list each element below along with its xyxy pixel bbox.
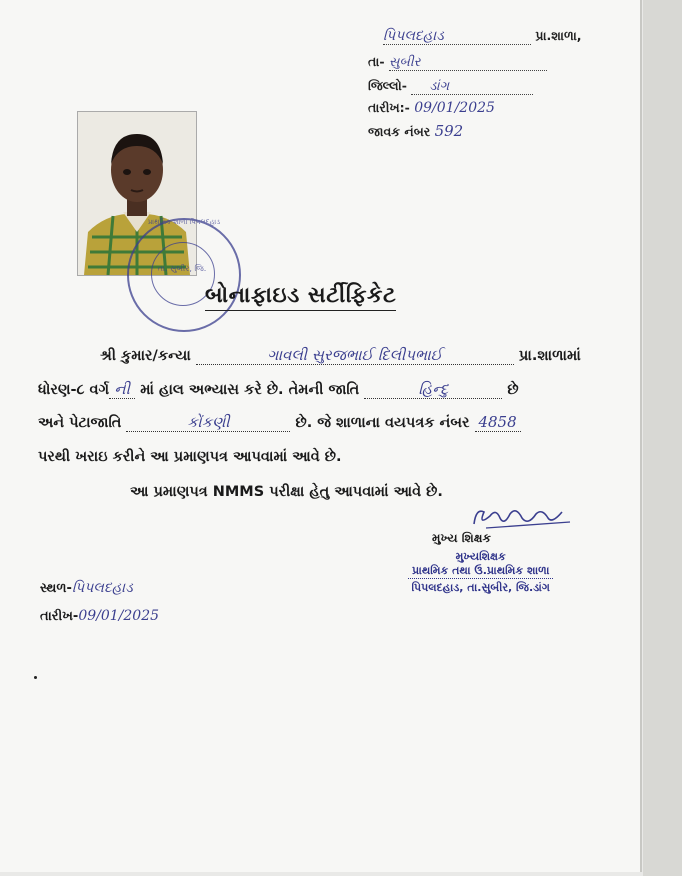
school-label: પ્રા.શાળા, bbox=[535, 28, 582, 43]
body-line-4: પરથી ખરાઇ કરીને આ પ્રમાણપત્ર આપવામાં આવે છે. bbox=[38, 449, 342, 465]
body-line-5: આ પ્રમાણપત્ર NMMS પરીક્ષા હેતુ આપવામાં આવે છે. bbox=[130, 484, 443, 500]
certificate-title: બોનાફાઇડ સર્ટીફિકેટ bbox=[205, 283, 396, 311]
stamp-line-1: મુખ્યશિક્ષક bbox=[455, 550, 506, 563]
outward-label: જાવક નંબર bbox=[368, 124, 431, 139]
school-stamp bbox=[127, 218, 241, 332]
place-line bbox=[40, 580, 133, 596]
stamp-line-3: પિપલદહાડ, તા.સુબીર, જિ.ડાંગ bbox=[411, 581, 550, 594]
place-label: સ્થળ- bbox=[40, 581, 72, 596]
headmaster-signature bbox=[466, 502, 576, 532]
page-edge bbox=[643, 0, 682, 876]
subcaste-value: કોંકણી bbox=[187, 413, 230, 431]
ink-dot bbox=[34, 676, 37, 679]
date-label: તારીખ:- bbox=[368, 100, 410, 115]
date-value: 09/01/2025 bbox=[414, 100, 495, 116]
date-line bbox=[368, 100, 495, 116]
line2-prefix: ધોરણ-૮ વર્ગ bbox=[38, 382, 110, 398]
division-value: ની bbox=[114, 380, 130, 398]
footer-date-value: 09/01/2025 bbox=[78, 608, 160, 624]
student-name: ગાવલી સુરજભાઈ દિલીપભાઈ bbox=[267, 346, 443, 364]
taluka-label: તા- bbox=[368, 54, 385, 69]
footer-date-line bbox=[40, 608, 159, 624]
district-value: ડાંગ bbox=[429, 79, 450, 94]
outward-line bbox=[368, 122, 463, 140]
caste-value: હિન્દુ bbox=[418, 380, 449, 398]
district-line bbox=[368, 78, 533, 95]
taluka-line bbox=[368, 54, 547, 71]
school-line bbox=[383, 28, 582, 45]
signature-title: મુખ્ય શિક્ષક bbox=[432, 531, 491, 545]
body-line-2 bbox=[38, 380, 519, 399]
register-number: 4858 bbox=[478, 413, 517, 431]
line1-suffix: પ્રા.શાળામાં bbox=[518, 348, 581, 364]
line2-mid: માં હાલ અભ્યાસ કરે છે. તેમની જાતિ bbox=[140, 382, 360, 398]
body-line-3 bbox=[38, 413, 521, 432]
line3-prefix: અને પેટાજાતિ bbox=[38, 415, 122, 431]
body-line-1 bbox=[100, 346, 581, 365]
outward-value: 592 bbox=[434, 122, 464, 140]
place-value: પિપલદહાડ bbox=[71, 580, 133, 596]
stamp-ring-text: પ્રાથમિક શાળા પિપલદહાડ bbox=[147, 218, 221, 226]
line1-prefix: શ્રી કુમાર/કન્યા bbox=[100, 348, 191, 364]
line3-mid: છે. જે શાળાના વયપત્રક નંબર bbox=[295, 415, 470, 431]
stamp-center-text: તા. સુબીર, જિ. bbox=[157, 264, 207, 273]
headmaster-stamp bbox=[408, 550, 553, 595]
school-name: પિપલદહાડ bbox=[383, 28, 444, 44]
taluka-value: સુબીર bbox=[388, 55, 421, 70]
stamp-line-2: પ્રાથમિક તથા ઉ.પ્રાથમિક શાળા bbox=[408, 564, 553, 579]
footer-date-label: તારીખ- bbox=[40, 609, 79, 624]
district-label: જિલ્લો- bbox=[368, 78, 407, 93]
line2-suffix: છે bbox=[507, 382, 519, 398]
